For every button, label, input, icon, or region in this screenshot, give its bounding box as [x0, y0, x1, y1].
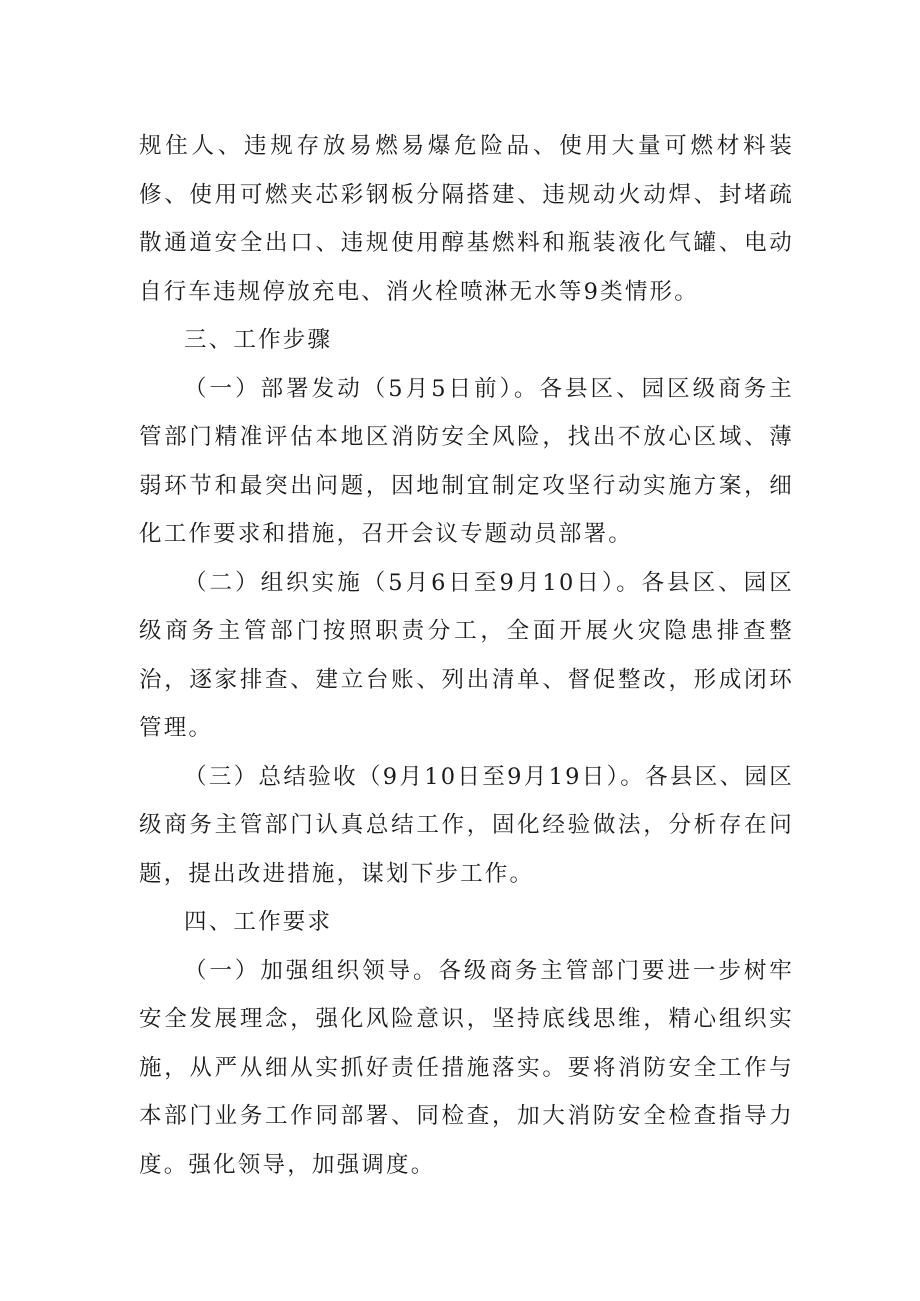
paragraph-step-3: （三）总结验收（9月10日至9月19日）。各县区、园区级商务主管部门认真总结工作，固化经验做法，分析存在问题，提出改进措施，谋划下步工作。: [139, 763, 794, 887]
section-heading-3: 三、工作步骤: [184, 327, 333, 353]
paragraph-requirement-1: （一）加强组织领导。各级商务主管部门要进一步树牢安全发展理念，强化风险意识，坚持底线思维，精心组织实施，从严从细从实抓好责任措施落实。要将消防安全工作与本部门业务工作同部署、同检查，加大消防安全检查指导力度。强化领导，加强调度。: [139, 957, 794, 1178]
section-heading-4: 四、工作要求: [184, 909, 333, 935]
paragraph-step-1: （一）部署发动（5月5日前）。各县区、园区级商务主管部门精准评估本地区消防安全风险，找出不放心区域、薄弱环节和最突出问题，因地制宜制定攻坚行动实施方案，细化工作要求和措施，召开会议专题动员部署。: [139, 375, 794, 547]
paragraph-continuation: 规住人、违规存放易燃易爆危险品、使用大量可燃材料装修、使用可燃夹芯彩钢板分隔搭建、违规动火动焊、封堵疏散通道安全出口、违规使用醇基燃料和瓶装液化气罐、电动自行车违规停放充电、消火栓喷淋无水等9类情形。: [139, 133, 794, 305]
paragraph-step-2: （二）组织实施（5月6日至9月10日）。各县区、园区级商务主管部门按照职责分工，全面开展火灾隐患排查整治，逐家排查、建立台账、列出清单、督促整改，形成闭环管理。: [139, 569, 794, 741]
